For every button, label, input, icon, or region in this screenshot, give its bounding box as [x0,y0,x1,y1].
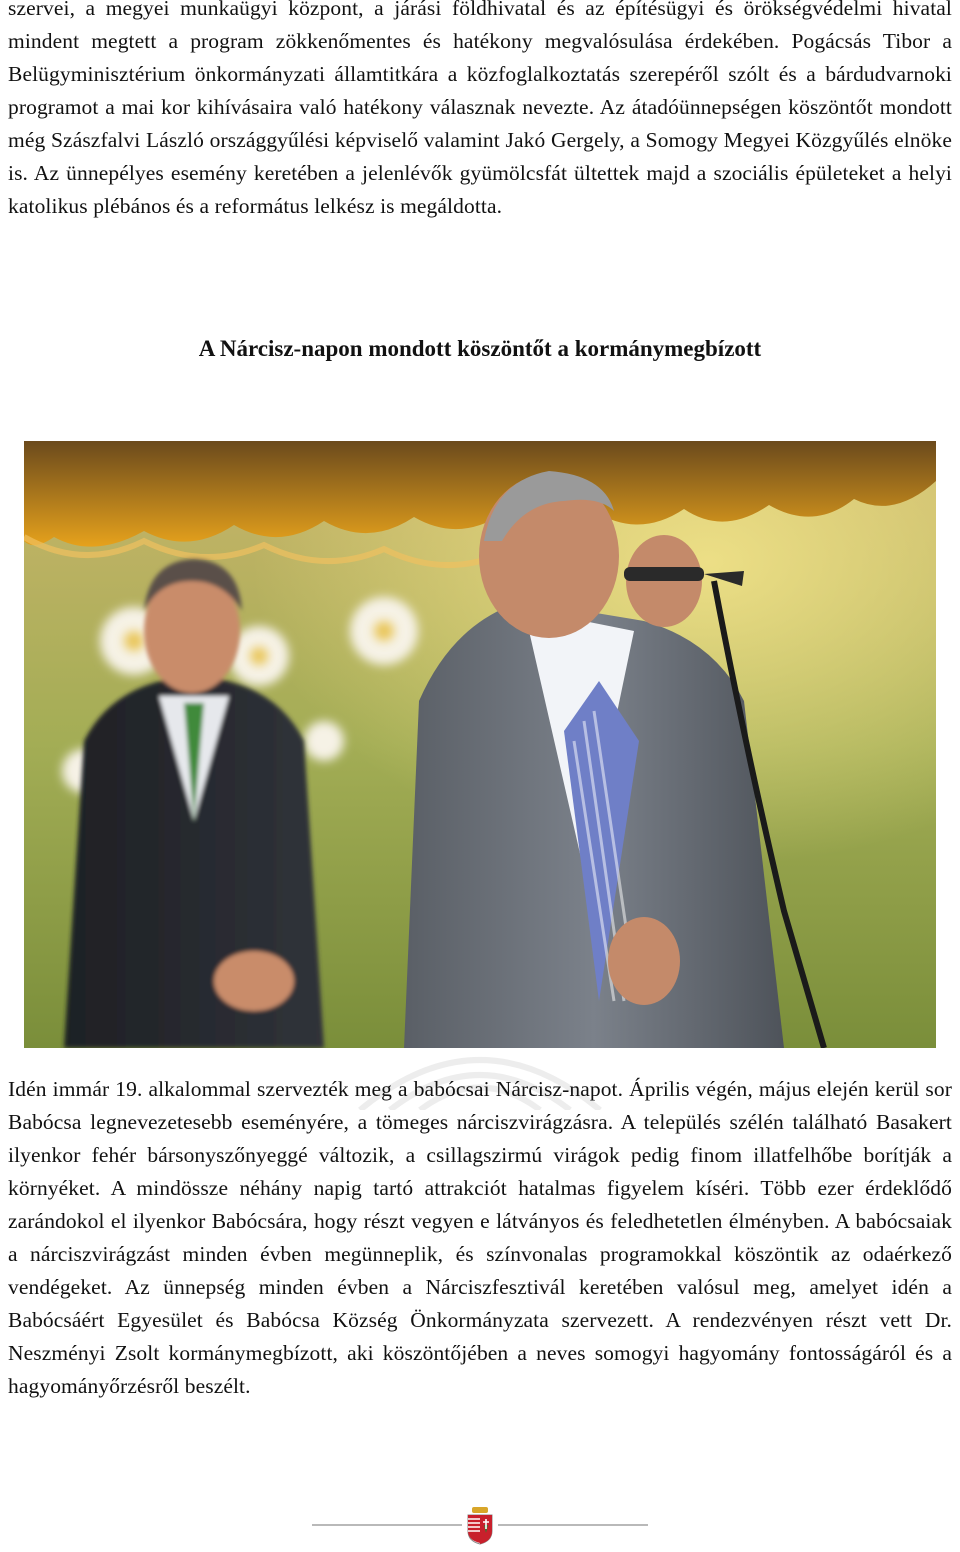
section-heading: A Nárcisz-napon mondott köszöntőt a kormánymegbízott [198,336,762,361]
hungarian-crest-icon [466,1505,494,1545]
footer-divider-left [312,1524,462,1526]
article-photo [24,441,936,1048]
footer-divider-right [498,1524,648,1526]
article-paragraph-intro: szervei, a megyei munkaügyi központ, a járási földhivatal és az építésügyi és örökségvédelmi hivatal mindent megtett a program zökkenőmentes és hatékony megvalósulása érdekében. Pogácsás Tibor a Belügyminisztérium önkormányzati államtitkára a közfoglalkoztatás szerepéről szólt és a bárdudvarnoki programot a mai kor kihívásaira való hatékony válasznak nevezte. Az átadóünnepségen köszöntőt mondott még Szászfalvi László országgyűlési képviselő valamint Jakó Gergely, a Somogy Megyei Közgyűlés elnöke is. Az ünnepélyes esemény keretében a jelenlévők gyümölcsfát ültettek majd a szociális épületeket a helyi katolikus plébános és a református lelkész is megáldotta. [8,0,952,218]
article-paragraph-narcisz: Idén immár 19. alkalommal szervezték meg a babócsai Nárcisz-napot. Április végén, május elején kerül sor Babócsa legnevezetesebb eseményére, a tömeges nárciszvirágzásra. A település szélén található Basakert ilyenkor fehér bársonyszőnyeggé változik, a csillagszirmú virágok pedig finom illatfelhőbe borítják a környéket. A mindössze néhány napig tartó attrakciót hatalmas figyelem kíséri. Több ezer érdeklődő zarándokol el ilyenkor Babócsára, hogy részt vegyen e látványos és feledhetetlen élményben. A babócsaiak a nárciszvirágzást minden évben megünneplik, és színvonalas programokkal köszöntik az odaérkező vendégeket. Az ünnepség minden évben a Nárciszfesztivál keretében valósul meg, amelyet idén a Babócsáért Egyesület és Babócsa Község Önkormányzata szervezett. A rendezvényen részt vett Dr. Neszményi Zsolt kormánymegbízott, aki köszöntőjében a neves somogyi hagyomány fontosságáról és a hagyományőrzésről beszélt. [8,1077,952,1398]
